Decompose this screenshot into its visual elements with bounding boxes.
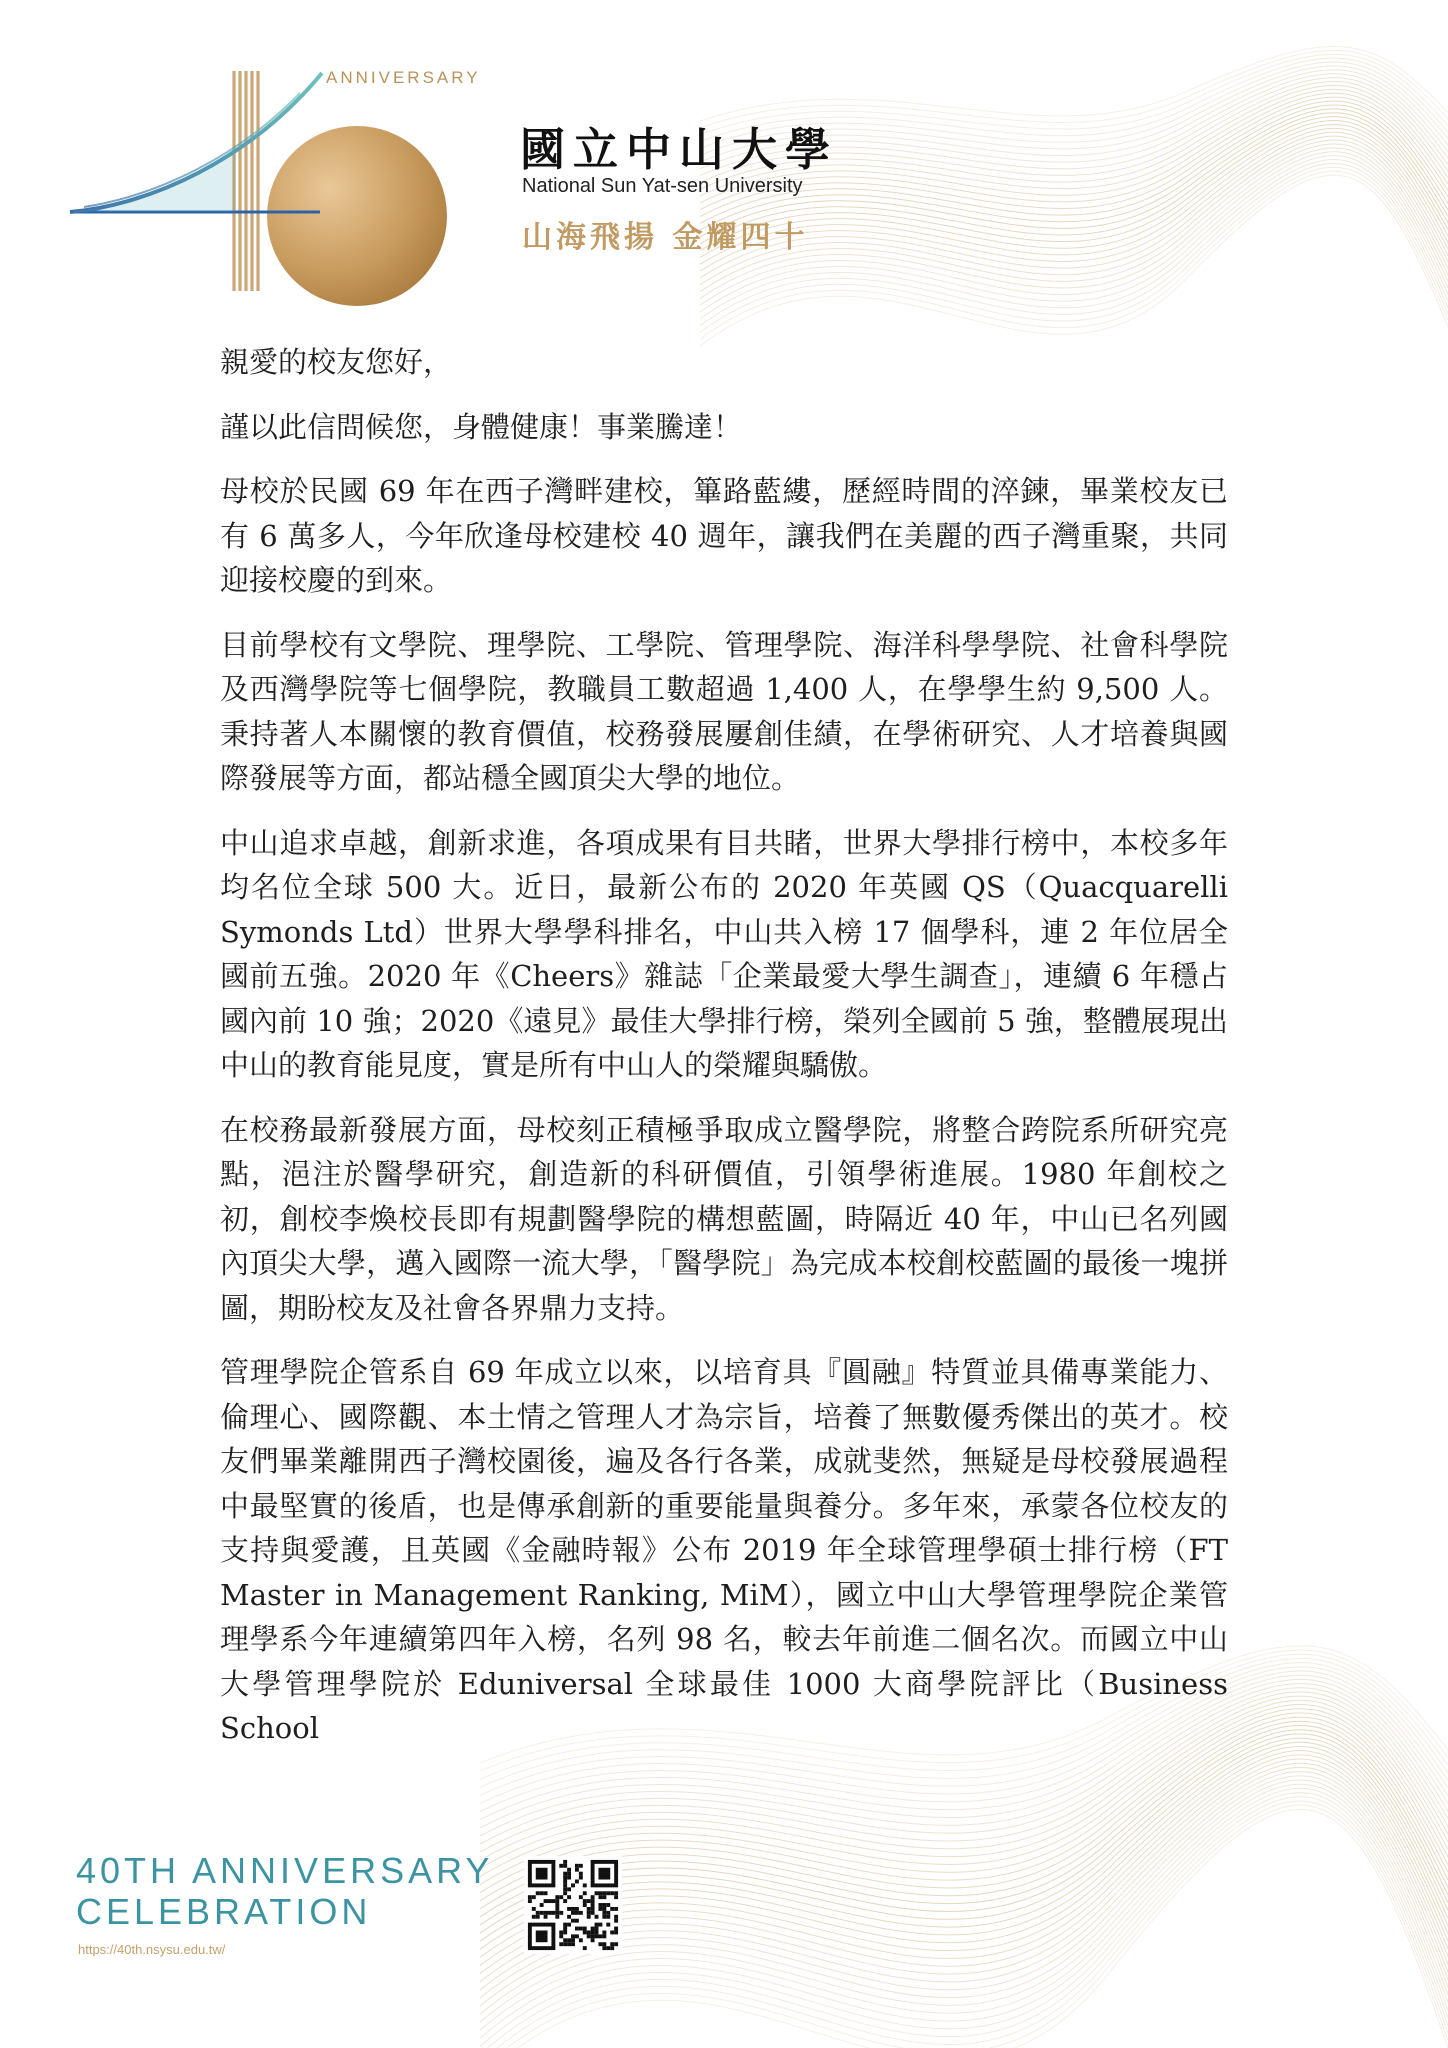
university-name-chinese: 國立中山大學 <box>520 123 839 176</box>
wave-line <box>480 1788 1448 2038</box>
letter-paragraph: 目前學校有文學院、理學院、工學院、管理學院、海洋科學學院、社會科學院及西灣學院等七個學院，教職員工數超過 1,400 人，在學學生約 9,500 人。秉持著人本關懷的教育價值，校務發展屢創佳績，在學術研究、人才培養與國際發展等方面，都站穩全國頂尖大學的地位。 <box>220 627 1228 795</box>
footer-title-line: 40TH ANNIVERSARY <box>76 1850 494 1891</box>
qr-code-icon[interactable] <box>524 1856 622 1954</box>
letter-paragraph: 母校於民國 69 年在西子灣畔建校，篳路藍縷，歷經時間的淬鍊，畢業校友已有 6 萬多人，今年欣逢母校建校 40 週年，讓我們在美麗的西子灣重聚，共同迎接校慶的到來。 <box>220 474 1228 597</box>
wave-line <box>700 156 1448 312</box>
footer-anniversary-title <box>76 1850 493 1932</box>
wave-line <box>480 1793 1448 2047</box>
anniversary-slogan: 山海飛揚 金耀四十 <box>522 220 809 255</box>
wave-line <box>480 1742 1448 1949</box>
letter-paragraph: 在校務最新發展方面，母校刻正積極爭取成立醫學院，將整合跨院系所研究亮點，浥注於醫學研究，創造新的科研價值，引領學術進展。1980 年創校之初，創校李煥校長即有規劃醫學院的構想藍圖，時隔近 40 年，中山已名列國內頂尖大學，邁入國際一流大學，「醫學院」為完成本校創校藍圖的最後一塊拼圖，期盼校友及社會各界鼎力支持。 <box>220 1112 1228 1325</box>
wave-line <box>480 1809 1448 2048</box>
letter-paragraph: 謹以此信問候您，身體健康！事業騰達！ <box>220 409 743 444</box>
letter-body <box>220 340 1228 1771</box>
anniversary-40-logo <box>60 55 500 310</box>
wave-line <box>700 159 1448 318</box>
letter-paragraph: 管理學院企管系自 69 年成立以來，以培育具『圓融』特質並具備專業能力、倫理心、國際觀、本土情之管理人才為宗旨，培養了無數優秀傑出的英才。校友們畢業離開西子灣校園後，遍及各行各業，成就斐然，無疑是母校發展過程中最堅實的後盾，也是傳承創新的重要能量與養分。多年來，承蒙各位校友的支持與愛護，且英國《金融時報》公布 2019 年全球管理學碩士排行榜（FT Master in Management Ranking, MiM），國立中山大學管理學院企業管理學系今年連續第四年入榜，名列 98 名，較去年前進二個名次。而國立中山大學管理學院於 Eduniversal 全球最佳 1000 大商學院評比（Business School <box>220 1355 1228 1745</box>
wave-line <box>700 46 1448 121</box>
footer-title-line: CELEBRATION <box>76 1891 372 1932</box>
letter-paragraph: 中山追求卓越，創新求進，各項成果有目共睹，世界大學排行榜中，本校多年均名位全球 500 大。近日，最新公布的 2020 年英國 QS（Quacquarelli Symonds Ltd）世界大學學科排名，中山共入榜 17 個學科，連 2 年位居全國前五強。2020 年《Cheers》雜誌「企業最愛大學生調查」，連續 6 年穩占國內前 10 強；2020《遠見》最佳大學排行榜，榮列全國前 5 強，整體展現出中山的教育能見度，實是所有中山人的榮耀與驕傲。 <box>220 825 1228 1082</box>
university-name-english: National Sun Yat-sen University <box>522 175 803 197</box>
wave-line <box>480 1801 1448 2048</box>
footer-url-link[interactable]: https://40th.nsysu.edu.tw/ <box>78 1942 226 1957</box>
letter-greeting: 親愛的校友您好， <box>220 345 453 379</box>
wave-line <box>480 1780 1448 2022</box>
anniversary-label: ANNIVERSARY <box>326 68 481 87</box>
